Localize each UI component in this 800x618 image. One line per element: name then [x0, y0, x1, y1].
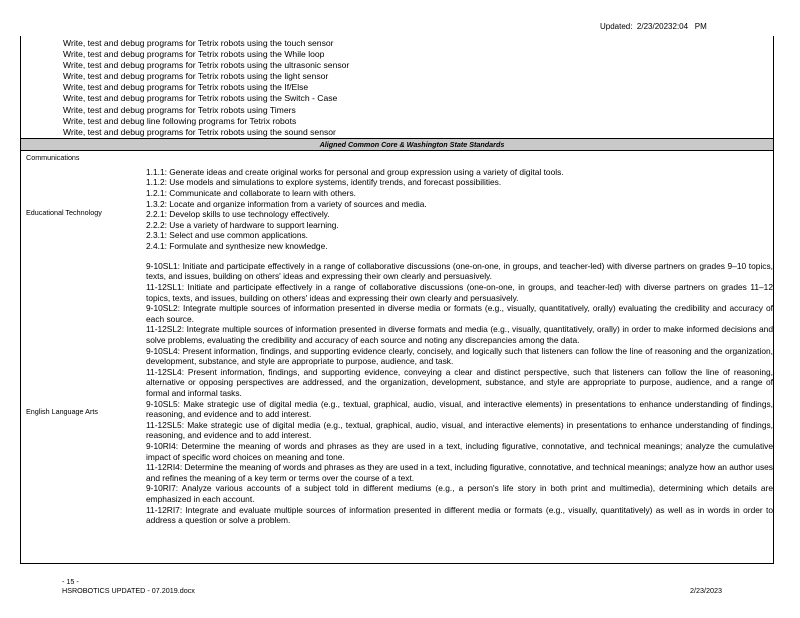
- section-label-english-language-arts: English Language Arts: [26, 407, 98, 417]
- bullet-icon: [39, 82, 63, 93]
- objective-item: [39, 116, 773, 127]
- standard-item: 2.2.1: Develop skills to use technology effectively.: [146, 209, 330, 220]
- standard-item: 2.3.1: Select and use common applications.: [146, 230, 309, 241]
- standard-item: 9-10SL5: Make strategic use of digital media (e.g., textual, graphical, audio, visual, and interactive elements) in presentations to enhance understanding of findings, reasoning, and evidence and to add interest.: [146, 398, 773, 420]
- standard-item: 11-12RI7: Integrate and evaluate multiple sources of information presented in different media or formats (e.g., visually, quantitatively) as well as in words in order to address a question or solve a problem.: [146, 504, 773, 526]
- page-number: - 15 -: [62, 577, 79, 586]
- standard-item: 9-10SL1: Initiate and participate effectively in a range of collaborative discussions (one-on-one, in groups, and teacher-led) with diverse partners on grades 9–10 topics, texts, and issues, building on others' ideas and expressing their own clearly and persuasively.: [146, 260, 773, 282]
- standards-table: [20, 36, 774, 564]
- objective-item: [39, 49, 773, 60]
- standard-item: 11-12RI4: Determine the meaning of words and phrases as they are used in a text, including figurative, connotative, and technical meanings; analyze how an author uses and refines the meaning of a key term or terms over the course of a text.: [146, 462, 773, 483]
- standard-item: 9-10SL4: Present information, findings, and supporting evidence clearly, concisely, and logically such that listeners can follow the line of reasoning and the organization, development, substance, and style are appropriate to purpose, audience, and task.: [146, 345, 773, 367]
- standard-item: 2.2.2: Use a variety of hardware to support learning.: [146, 219, 339, 230]
- bullet-icon: [39, 60, 63, 71]
- section-educational-technology: [21, 165, 773, 261]
- document-name: HSROBOTICS UPDATED - 07.2019.docx: [62, 586, 195, 595]
- bullet-icon: [39, 49, 63, 60]
- bullet-icon: [39, 116, 63, 127]
- standard-item: 9-10RI7: Analyze various accounts of a subject told in different mediums (e.g., a person's life story in both print and multimedia), determining which details are emphasized in each account.: [146, 483, 773, 504]
- standard-item: 9-10RI4: Determine the meaning of words and phrases as they are used in a text, including figurative, connotative, and technical meanings; analyze the cumulative impact of specific word choices on meaning and tone.: [146, 440, 773, 462]
- standard-item: 1.1.2: Use models and simulations to explore systems, identify trends, and forecast possibilities.: [146, 177, 502, 188]
- objective-text: Write, test and debug programs for Tetrix robots using the Switch - Case: [63, 93, 338, 104]
- standard-item: 11-12SL1: Initiate and participate effectively in a range of collaborative discussions (one-on-one, in groups, and teacher-led) with diverse partners on grades 11–12 topics, texts, and issues, building on others' ideas and expressing their own clearly and persuasively.: [146, 282, 773, 303]
- objective-item: [39, 38, 773, 49]
- objectives-list: [21, 36, 773, 138]
- section-content-educational-technology: [146, 165, 773, 261]
- bullet-icon: [39, 105, 63, 116]
- section-english-language-arts: [21, 261, 773, 564]
- bullet-icon: [39, 127, 63, 138]
- objective-text: Write, test and debug programs for Tetrix robots using the ultrasonic sensor: [63, 60, 350, 71]
- standard-item: 11-12SL2: Integrate multiple sources of information presented in diverse formats and media (e.g., visually, quantitatively, orally) in order to make informed decisions and solve problems, evaluating the credibility and accuracy of each source and noting any discrepancies among the data.: [146, 324, 773, 345]
- standard-item: 1.1.1: Generate ideas and create original works for personal and group expression using a variety of digital tools.: [146, 166, 564, 177]
- objective-text: Write, test and debug programs for Tetrix robots using the touch sensor: [63, 38, 334, 48]
- section-content-communications: [146, 151, 773, 165]
- standard-item: 11-12SL4: Present information, findings, and supporting evidence, conveying a clear and distinct perspective, such that listeners can follow the line of reasoning, alternative or opposing perspectives are addressed, and the organization, development, substance, and style are appropriate to purpose, audience, and a range of formal and informal tasks.: [146, 366, 773, 398]
- footer-date: 2/23/2023: [690, 586, 722, 595]
- aligned-standards-header: Aligned Common Core & Washington State Standards: [21, 138, 773, 151]
- objective-text: Write, test and debug programs for Tetrix robots using the While loop: [63, 49, 325, 60]
- standard-item: 1.3.2: Locate and organize information from a variety of sources and media.: [146, 198, 427, 209]
- footer-left: [62, 577, 195, 595]
- section-content-english-language-arts: [146, 261, 773, 563]
- objective-item: [39, 127, 773, 138]
- objective-text: Write, test and debug line following programs for Tetrix robots: [63, 115, 297, 126]
- section-communications: [21, 151, 773, 165]
- standard-item: 2.4.1: Formulate and synthesize new knowledge.: [146, 241, 328, 251]
- standard-item: 1.2.1: Communicate and collaborate to learn with others.: [146, 188, 356, 199]
- bullet-icon: [39, 71, 63, 82]
- objective-item: [39, 105, 773, 116]
- objective-item: [39, 82, 773, 93]
- section-label-communications: Communications: [26, 153, 80, 163]
- bullet-icon: [39, 93, 63, 104]
- objective-text: Write, test and debug programs for Tetrix robots using the If/Else: [63, 82, 309, 93]
- bullet-icon: [39, 38, 63, 49]
- objective-text: Write, test and debug programs for Tetrix robots using the light sensor: [63, 71, 329, 82]
- objective-text: Write, test and debug programs for Tetrix robots using Timers: [63, 104, 296, 115]
- standard-item: 9-10SL2: Integrate multiple sources of information presented in diverse media or formats (e.g., visually, quantitatively, orally) evaluating the credibility and accuracy of each source.: [146, 303, 773, 324]
- objective-text: Write, test and debug programs for Tetrix robots using the sound sensor: [63, 126, 336, 137]
- objective-item: [39, 93, 773, 104]
- objective-item: [39, 60, 773, 71]
- updated-timestamp: Updated: 2/23/20232:04 PM: [600, 22, 707, 31]
- standard-item: 11-12SL5: Make strategic use of digital media (e.g., textual, graphical, audio, visual, and interactive elements) in presentations to enhance understanding of findings, reasoning, and evidence and to add interest.: [146, 419, 773, 441]
- objective-item: [39, 71, 773, 82]
- section-label-educational-technology: Educational Technology: [26, 208, 102, 218]
